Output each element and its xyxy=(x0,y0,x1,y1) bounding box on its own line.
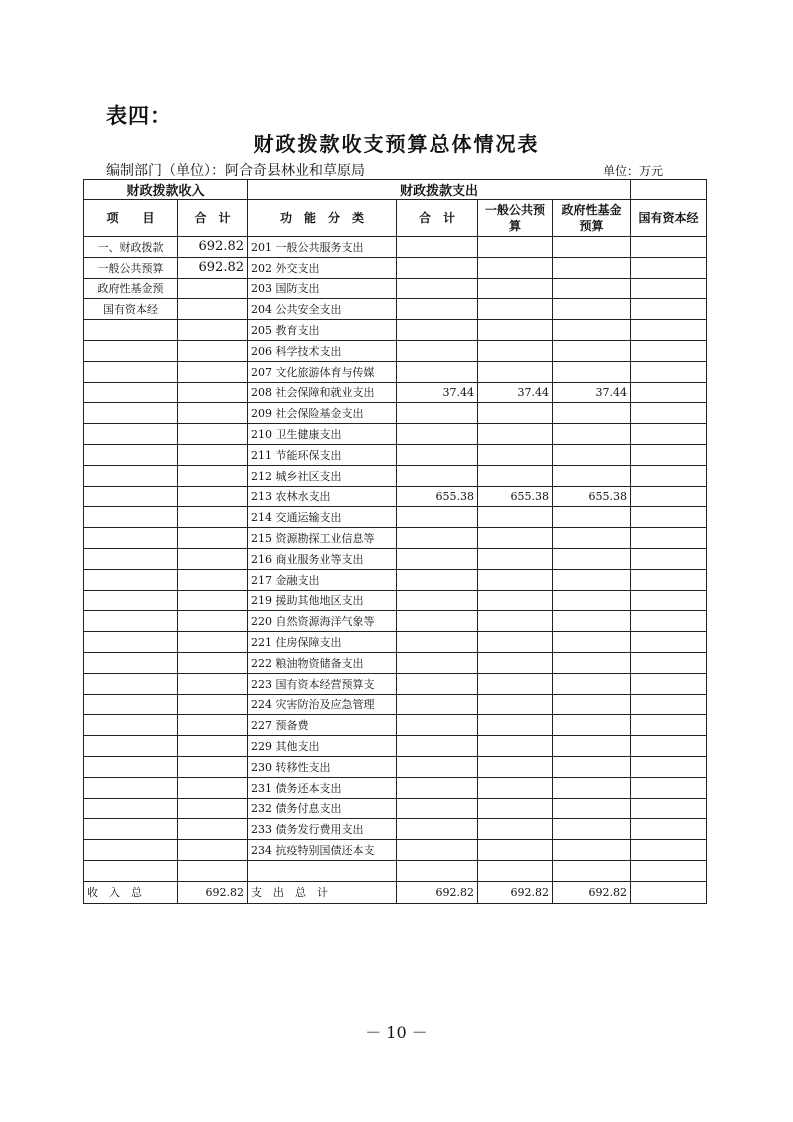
general-budget-cell xyxy=(478,694,553,715)
function-class-cell: 216 商业服务业等支出 xyxy=(248,548,397,569)
expense-total-cell xyxy=(397,694,478,715)
income-amount-cell xyxy=(178,361,248,382)
expense-total-cell xyxy=(397,320,478,341)
function-class-cell: 229 其他支出 xyxy=(248,736,397,757)
income-item-cell xyxy=(84,361,178,382)
income-amount-cell xyxy=(178,340,248,361)
function-class-cell: 220 自然资源海洋气象等 xyxy=(248,611,397,632)
state-capital-cell xyxy=(631,424,707,445)
income-item-cell xyxy=(84,340,178,361)
income-amount-cell xyxy=(178,756,248,777)
table-row xyxy=(84,569,707,590)
state-capital-cell xyxy=(631,444,707,465)
income-item-cell: 一般公共预算 xyxy=(84,257,178,278)
function-class-cell: 215 资源勘探工业信息等 xyxy=(248,528,397,549)
income-item-cell xyxy=(84,798,178,819)
expense-total-cell: 655.38 xyxy=(397,486,478,507)
income-item-cell xyxy=(84,444,178,465)
expense-total-cell xyxy=(397,548,478,569)
income-item-cell xyxy=(84,403,178,424)
function-class-cell: 205 教育支出 xyxy=(248,320,397,341)
table-row xyxy=(84,694,707,715)
gov-fund-cell xyxy=(553,590,631,611)
income-item-cell xyxy=(84,715,178,736)
income-amount-cell xyxy=(178,694,248,715)
function-class-cell: 227 预备费 xyxy=(248,715,397,736)
income-amount-cell xyxy=(178,320,248,341)
table-row xyxy=(84,320,707,341)
income-amount-cell xyxy=(178,424,248,445)
function-class-cell: 223 国有资本经营预算支 xyxy=(248,673,397,694)
table-row xyxy=(84,340,707,361)
income-amount-cell xyxy=(178,611,248,632)
general-budget-cell xyxy=(478,237,553,258)
income-item-cell xyxy=(84,860,178,881)
state-capital-cell xyxy=(631,673,707,694)
expense-total-cell xyxy=(397,652,478,673)
expense-section-header: 财政拨款支出 xyxy=(248,180,631,200)
expense-total-cell xyxy=(397,798,478,819)
gov-fund-cell xyxy=(553,424,631,445)
expense-total-cell xyxy=(397,756,478,777)
income-amount-cell xyxy=(178,278,248,299)
state-capital-cell xyxy=(631,819,707,840)
general-budget-cell xyxy=(478,715,553,736)
general-budget-cell xyxy=(478,465,553,486)
state-capital-cell xyxy=(631,257,707,278)
state-capital-cell xyxy=(631,320,707,341)
income-section-header: 财政拨款收入 xyxy=(84,180,248,200)
table-row xyxy=(84,590,707,611)
table-row xyxy=(84,403,707,424)
income-amount-cell xyxy=(178,548,248,569)
general-budget-cell xyxy=(478,756,553,777)
state-capital-cell xyxy=(631,465,707,486)
gov-fund-cell xyxy=(553,632,631,653)
expense-total-cell xyxy=(397,361,478,382)
table-row xyxy=(84,652,707,673)
gov-fund-cell xyxy=(553,507,631,528)
state-capital-cell xyxy=(631,528,707,549)
general-budget-cell xyxy=(478,590,553,611)
state-capital-cell xyxy=(631,632,707,653)
general-budget-cell xyxy=(478,444,553,465)
budget-table xyxy=(83,179,707,904)
expense-total-label: 支 出 总 计 xyxy=(248,881,397,903)
state-capital-cell xyxy=(631,590,707,611)
state-capital-cell xyxy=(631,694,707,715)
gov-fund-cell xyxy=(553,611,631,632)
table-row xyxy=(84,777,707,798)
income-amount-cell xyxy=(178,486,248,507)
income-item-cell xyxy=(84,840,178,861)
table-row xyxy=(84,444,707,465)
income-item-cell xyxy=(84,777,178,798)
state-capital-cell xyxy=(631,548,707,569)
state-capital-cell xyxy=(631,860,707,881)
state-capital-cell xyxy=(631,403,707,424)
general-budget-cell xyxy=(478,777,553,798)
function-class-cell: 233 债务发行费用支出 xyxy=(248,819,397,840)
income-amount-cell xyxy=(178,507,248,528)
income-item-cell xyxy=(84,507,178,528)
table-row xyxy=(84,715,707,736)
general-budget-cell xyxy=(478,424,553,445)
income-amount-cell xyxy=(178,590,248,611)
state-capital-cell xyxy=(631,756,707,777)
state-capital-cell xyxy=(631,382,707,403)
function-class-cell: 204 公共安全支出 xyxy=(248,299,397,320)
gov-fund-cell xyxy=(553,777,631,798)
income-amount-cell xyxy=(178,299,248,320)
section-header-row xyxy=(84,180,707,200)
function-class-cell: 207 文化旅游体育与传媒 xyxy=(248,361,397,382)
expense-total-cell xyxy=(397,590,478,611)
function-class-cell: 209 社会保险基金支出 xyxy=(248,403,397,424)
income-item-cell: 一、财政拨款 xyxy=(84,237,178,258)
income-item-cell xyxy=(84,694,178,715)
gov-fund-cell xyxy=(553,819,631,840)
function-class-cell: 214 交通运输支出 xyxy=(248,507,397,528)
function-class-cell: 213 农林水支出 xyxy=(248,486,397,507)
income-amount-cell xyxy=(178,403,248,424)
function-class-cell: 217 金融支出 xyxy=(248,569,397,590)
gov-fund-cell xyxy=(553,569,631,590)
compiling-unit: 编制部门（单位）：阿合奇县林业和草原局 xyxy=(106,163,365,179)
state-capital-cell xyxy=(631,299,707,320)
general-budget-cell xyxy=(478,548,553,569)
table-row xyxy=(84,361,707,382)
col-header-item: 项 目 xyxy=(84,200,178,237)
totals-row xyxy=(84,881,707,903)
general-budget-cell xyxy=(478,736,553,757)
income-item-cell xyxy=(84,486,178,507)
currency-unit: 单位：万元 xyxy=(603,164,664,178)
income-item-cell xyxy=(84,673,178,694)
general-budget-cell xyxy=(478,257,553,278)
income-item-cell xyxy=(84,756,178,777)
table-row xyxy=(84,257,707,278)
general-budget-cell xyxy=(478,611,553,632)
table-row xyxy=(84,507,707,528)
function-class-cell: 212 城乡社区支出 xyxy=(248,465,397,486)
function-class-cell xyxy=(248,860,397,881)
income-item-cell xyxy=(84,424,178,445)
general-budget-cell xyxy=(478,673,553,694)
table-row xyxy=(84,611,707,632)
gov-fund-cell xyxy=(553,320,631,341)
table-row xyxy=(84,736,707,757)
income-item-cell xyxy=(84,632,178,653)
gov-fund-cell xyxy=(553,237,631,258)
expense-total-cell xyxy=(397,715,478,736)
gov-fund-cell xyxy=(553,299,631,320)
expense-total-cell xyxy=(397,237,478,258)
column-header-row xyxy=(84,200,707,237)
gov-fund-cell xyxy=(553,673,631,694)
gov-fund-cell xyxy=(553,403,631,424)
function-class-cell: 222 粮油物资储备支出 xyxy=(248,652,397,673)
gov-fund-cell xyxy=(553,736,631,757)
function-class-cell: 231 债务还本支出 xyxy=(248,777,397,798)
income-amount-cell xyxy=(178,860,248,881)
gov-fund-cell xyxy=(553,798,631,819)
state-capital-cell xyxy=(631,840,707,861)
income-total-amount: 692.82 xyxy=(178,881,248,903)
income-item-cell xyxy=(84,652,178,673)
general-budget-cell xyxy=(478,278,553,299)
gov-fund-cell xyxy=(553,715,631,736)
expense-total-cell xyxy=(397,278,478,299)
col-header-expense-total: 合 计 xyxy=(397,200,478,237)
function-class-cell: 234 抗疫特别国债还本支 xyxy=(248,840,397,861)
income-item-cell xyxy=(84,548,178,569)
state-capital-cell xyxy=(631,777,707,798)
general-budget-cell: 37.44 xyxy=(478,382,553,403)
table-row xyxy=(84,382,707,403)
gov-fund-total: 692.82 xyxy=(553,881,631,903)
empty-cell xyxy=(631,180,707,200)
gov-fund-cell xyxy=(553,361,631,382)
function-class-cell: 232 债务付息支出 xyxy=(248,798,397,819)
gov-fund-cell xyxy=(553,652,631,673)
income-amount-cell xyxy=(178,840,248,861)
function-class-cell: 208 社会保障和就业支出 xyxy=(248,382,397,403)
col-header-gov-fund-budget: 政府性基金预算 xyxy=(553,200,631,237)
income-amount-cell: 692.82 xyxy=(178,257,248,278)
general-budget-cell xyxy=(478,569,553,590)
income-item-cell xyxy=(84,819,178,840)
expense-total-cell xyxy=(397,528,478,549)
expense-total-cell xyxy=(397,860,478,881)
general-budget-cell xyxy=(478,528,553,549)
function-class-cell: 224 灾害防治及应急管理 xyxy=(248,694,397,715)
gov-fund-cell xyxy=(553,860,631,881)
state-capital-cell xyxy=(631,798,707,819)
general-budget-cell xyxy=(478,819,553,840)
income-total-label: 收 入 总 xyxy=(84,881,178,903)
expense-total-cell xyxy=(397,611,478,632)
expense-total-cell xyxy=(397,507,478,528)
income-amount-cell xyxy=(178,652,248,673)
income-item-cell xyxy=(84,569,178,590)
expense-total-cell xyxy=(397,424,478,445)
income-amount-cell xyxy=(178,569,248,590)
col-header-general-budget: 一般公共预算 xyxy=(478,200,553,237)
income-item-cell xyxy=(84,382,178,403)
income-item-cell xyxy=(84,736,178,757)
gov-fund-cell xyxy=(553,548,631,569)
income-amount-cell xyxy=(178,632,248,653)
expense-total-cell xyxy=(397,465,478,486)
state-capital-cell xyxy=(631,736,707,757)
expense-total-cell xyxy=(397,840,478,861)
gov-fund-cell xyxy=(553,340,631,361)
gov-fund-cell xyxy=(553,528,631,549)
expense-total-cell xyxy=(397,340,478,361)
state-capital-cell xyxy=(631,715,707,736)
col-header-function: 功 能 分 类 xyxy=(248,200,397,237)
expense-total-cell: 37.44 xyxy=(397,382,478,403)
function-class-cell: 203 国防支出 xyxy=(248,278,397,299)
income-item-cell: 国有资本经 xyxy=(84,299,178,320)
table-number-heading: 表四： xyxy=(106,103,172,128)
gov-fund-cell xyxy=(553,465,631,486)
general-budget-cell xyxy=(478,403,553,424)
general-budget-total: 692.82 xyxy=(478,881,553,903)
function-class-cell: 211 节能环保支出 xyxy=(248,444,397,465)
table-row xyxy=(84,237,707,258)
table-row xyxy=(84,673,707,694)
col-header-income-total: 合 计 xyxy=(178,200,248,237)
state-capital-cell xyxy=(631,237,707,258)
gov-fund-cell xyxy=(553,756,631,777)
function-class-cell: 230 转移性支出 xyxy=(248,756,397,777)
general-budget-cell xyxy=(478,840,553,861)
general-budget-cell xyxy=(478,632,553,653)
function-class-cell: 210 卫生健康支出 xyxy=(248,424,397,445)
income-amount-cell xyxy=(178,465,248,486)
table-row xyxy=(84,424,707,445)
income-amount-cell xyxy=(178,382,248,403)
table-row xyxy=(84,632,707,653)
expense-total-cell xyxy=(397,569,478,590)
gov-fund-cell xyxy=(553,257,631,278)
function-class-cell: 202 外交支出 xyxy=(248,257,397,278)
general-budget-cell xyxy=(478,798,553,819)
gov-fund-cell xyxy=(553,694,631,715)
state-capital-cell xyxy=(631,278,707,299)
expense-total-cell xyxy=(397,299,478,320)
function-class-cell: 219 援助其他地区支出 xyxy=(248,590,397,611)
expense-total-cell xyxy=(397,632,478,653)
general-budget-cell xyxy=(478,860,553,881)
expense-total-cell xyxy=(397,777,478,798)
state-capital-total xyxy=(631,881,707,903)
table-row xyxy=(84,860,707,881)
table-row xyxy=(84,486,707,507)
income-item-cell xyxy=(84,465,178,486)
table-row xyxy=(84,278,707,299)
income-item-cell: 政府性基金预 xyxy=(84,278,178,299)
income-amount-cell xyxy=(178,673,248,694)
table-row xyxy=(84,465,707,486)
income-item-cell xyxy=(84,528,178,549)
income-amount-cell xyxy=(178,444,248,465)
state-capital-cell xyxy=(631,652,707,673)
function-class-cell: 221 住房保障支出 xyxy=(248,632,397,653)
gov-fund-cell: 37.44 xyxy=(553,382,631,403)
col-header-state-capital: 国有资本经 xyxy=(631,200,707,237)
general-budget-cell xyxy=(478,361,553,382)
expense-total-cell xyxy=(397,819,478,840)
table-row xyxy=(84,548,707,569)
expense-total-cell xyxy=(397,403,478,424)
function-class-cell: 201 一般公共服务支出 xyxy=(248,237,397,258)
general-budget-cell: 655.38 xyxy=(478,486,553,507)
table-row xyxy=(84,528,707,549)
state-capital-cell xyxy=(631,611,707,632)
income-amount-cell xyxy=(178,798,248,819)
state-capital-cell xyxy=(631,569,707,590)
state-capital-cell xyxy=(631,361,707,382)
gov-fund-cell xyxy=(553,444,631,465)
income-item-cell xyxy=(84,611,178,632)
expense-total-cell xyxy=(397,673,478,694)
expense-total-amount: 692.82 xyxy=(397,881,478,903)
page-number: － 10 － xyxy=(365,1023,428,1042)
expense-total-cell xyxy=(397,257,478,278)
expense-total-cell xyxy=(397,736,478,757)
gov-fund-cell: 655.38 xyxy=(553,486,631,507)
general-budget-cell xyxy=(478,652,553,673)
income-amount-cell xyxy=(178,819,248,840)
state-capital-cell xyxy=(631,507,707,528)
state-capital-cell xyxy=(631,340,707,361)
page-title: 财政拨款收支预算总体情况表 xyxy=(253,132,540,156)
income-amount-cell: 692.82 xyxy=(178,237,248,258)
income-amount-cell xyxy=(178,736,248,757)
income-item-cell xyxy=(84,590,178,611)
function-class-cell: 206 科学技术支出 xyxy=(248,340,397,361)
general-budget-cell xyxy=(478,320,553,341)
general-budget-cell xyxy=(478,299,553,320)
income-amount-cell xyxy=(178,715,248,736)
general-budget-cell xyxy=(478,340,553,361)
gov-fund-cell xyxy=(553,278,631,299)
income-item-cell xyxy=(84,320,178,341)
general-budget-cell xyxy=(478,507,553,528)
income-amount-cell xyxy=(178,528,248,549)
income-amount-cell xyxy=(178,777,248,798)
gov-fund-cell xyxy=(553,840,631,861)
state-capital-cell xyxy=(631,486,707,507)
table-row xyxy=(84,819,707,840)
table-row xyxy=(84,840,707,861)
table-row xyxy=(84,299,707,320)
expense-total-cell xyxy=(397,444,478,465)
table-row xyxy=(84,798,707,819)
table-row xyxy=(84,756,707,777)
